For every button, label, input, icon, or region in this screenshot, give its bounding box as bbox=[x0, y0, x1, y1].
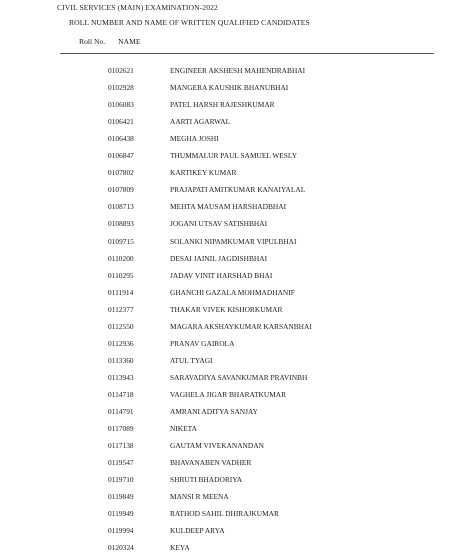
roll-number: 0120324 bbox=[108, 543, 134, 553]
roll-number: 0114718 bbox=[108, 389, 134, 399]
candidate-name: RATHOD SAHIL DHIRAJKUMAR bbox=[170, 509, 279, 519]
roll-number: 0102621 bbox=[108, 66, 134, 75]
roll-number: 0109715 bbox=[108, 236, 134, 246]
table-row bbox=[0, 492, 474, 504]
name-header: NAME bbox=[118, 37, 141, 46]
candidate-name: JADAV VINIT HARSHAD BHAI bbox=[170, 270, 273, 280]
table-row bbox=[0, 543, 474, 555]
candidate-name: KULDEEP ARYA bbox=[170, 526, 225, 536]
column-headers bbox=[79, 37, 141, 46]
candidate-name: GHANCHI GAZALA MOHMADHANIF bbox=[170, 287, 295, 297]
table-row bbox=[0, 356, 474, 368]
roll-number: 0106421 bbox=[108, 117, 134, 127]
roll-number: 0117089 bbox=[108, 424, 134, 434]
candidate-name: KARTIKEY KUMAR bbox=[170, 168, 237, 178]
roll-number: 0107809 bbox=[108, 185, 134, 195]
candidate-name: NIKETA bbox=[170, 424, 197, 434]
table-row bbox=[0, 509, 474, 521]
table-row bbox=[0, 66, 474, 78]
roll-number: 0119994 bbox=[108, 526, 134, 536]
candidate-name: PATEL HARSH RAJESHKUMAR bbox=[170, 100, 275, 110]
table-row bbox=[0, 526, 474, 538]
table-row bbox=[0, 373, 474, 385]
candidate-name: PRANAV GAIROLA bbox=[170, 338, 235, 348]
candidate-name: JOGANI UTSAV SATISHBHAI bbox=[170, 219, 268, 229]
roll-number: 0112936 bbox=[108, 338, 134, 348]
candidate-name: VAGHELA JIGAR BHARATKUMAR bbox=[170, 389, 287, 399]
table-row bbox=[0, 237, 474, 249]
table-row bbox=[0, 83, 474, 95]
candidate-name: THUMMALUR PAUL SAMUEL WESLY bbox=[170, 151, 298, 161]
candidate-name: AMRANI ADITYA SANJAY bbox=[170, 407, 259, 416]
roll-number: 0114791 bbox=[108, 407, 134, 416]
table-row bbox=[0, 254, 474, 266]
candidate-name: AARTI AGARWAL bbox=[170, 117, 231, 127]
candidate-name: PRAJAPATI AMITKUMAR KANAIYALAL bbox=[170, 185, 306, 195]
candidate-name: MANGERA KAUSHIK BHANUBHAI bbox=[170, 83, 289, 93]
roll-number: 0112550 bbox=[108, 321, 134, 331]
candidate-name: BHAVANABEN VADHER bbox=[170, 458, 252, 468]
table-row bbox=[0, 219, 474, 231]
table-row bbox=[0, 339, 474, 351]
candidate-name: ATUL TYAGI bbox=[170, 355, 213, 365]
candidate-name: MANSI R MEENA bbox=[170, 492, 229, 502]
table-row bbox=[0, 134, 474, 146]
roll-number: 0119949 bbox=[108, 509, 134, 519]
roll-number: 0102928 bbox=[108, 83, 134, 93]
table-row bbox=[0, 390, 474, 402]
header-divider bbox=[60, 53, 434, 54]
table-row bbox=[0, 288, 474, 300]
candidate-name: MEHTA MAUSAM HARSHADBHAI bbox=[170, 202, 287, 212]
table-row bbox=[0, 458, 474, 470]
roll-number: 0110295 bbox=[108, 270, 134, 280]
roll-number: 0113360 bbox=[108, 355, 134, 365]
table-row bbox=[0, 202, 474, 214]
roll-number: 0108893 bbox=[108, 219, 134, 229]
table-row bbox=[0, 407, 474, 419]
candidate-name: DESAI JAINIL JAGDISHBHAI bbox=[170, 253, 268, 263]
roll-number: 0106847 bbox=[108, 151, 134, 161]
candidate-name: SOLANKI NIPAMKUMAR VIPULBHAI bbox=[170, 236, 297, 246]
candidate-name: GAUTAM VIVEKANANDAN bbox=[170, 441, 264, 451]
table-row bbox=[0, 168, 474, 180]
table-row bbox=[0, 151, 474, 163]
roll-number: 0107802 bbox=[108, 168, 134, 178]
table-row bbox=[0, 271, 474, 283]
roll-number: 0119849 bbox=[108, 492, 134, 502]
candidate-name: SARAVADIYA SAVANKUMAR PRAVINBH bbox=[170, 372, 308, 382]
table-row bbox=[0, 475, 474, 487]
table-row bbox=[0, 117, 474, 129]
list-title: ROLL NUMBER AND NAME OF WRITTEN QUALIFIED CANDIDATES bbox=[69, 18, 310, 27]
candidate-name: MAGARA AKSHAYKUMAR KARSANBHAI bbox=[170, 321, 312, 331]
table-row bbox=[0, 424, 474, 436]
table-row bbox=[0, 305, 474, 317]
roll-number: 0111914 bbox=[108, 287, 134, 297]
candidate-name: KEYA bbox=[170, 543, 190, 553]
roll-number: 0117138 bbox=[108, 441, 134, 451]
table-row bbox=[0, 322, 474, 334]
table-row bbox=[0, 185, 474, 197]
table-row bbox=[0, 100, 474, 112]
roll-number: 0119547 bbox=[108, 458, 134, 468]
candidate-name: MEGHA JOSHI bbox=[170, 134, 219, 144]
roll-number: 0119710 bbox=[108, 475, 134, 485]
exam-title: CIVIL SERVICES (MAIN) EXAMINATION-2022 bbox=[57, 3, 218, 12]
roll-number: 0106438 bbox=[108, 134, 134, 144]
roll-number: 0108713 bbox=[108, 202, 134, 212]
roll-no-header: Roll No. bbox=[79, 37, 106, 46]
roll-number: 0112377 bbox=[108, 304, 134, 314]
candidate-name: ENGINEER AKSHESH MAHENDRABHAI bbox=[170, 66, 306, 75]
table-row bbox=[0, 441, 474, 453]
candidate-name: THAKAR VIVEK KISHORKUMAR bbox=[170, 304, 283, 314]
roll-number: 0113943 bbox=[108, 372, 134, 382]
roll-number: 0110200 bbox=[108, 253, 134, 263]
roll-number: 0106083 bbox=[108, 100, 134, 110]
candidate-name: SHRUTI BHADORIYA bbox=[170, 475, 243, 485]
